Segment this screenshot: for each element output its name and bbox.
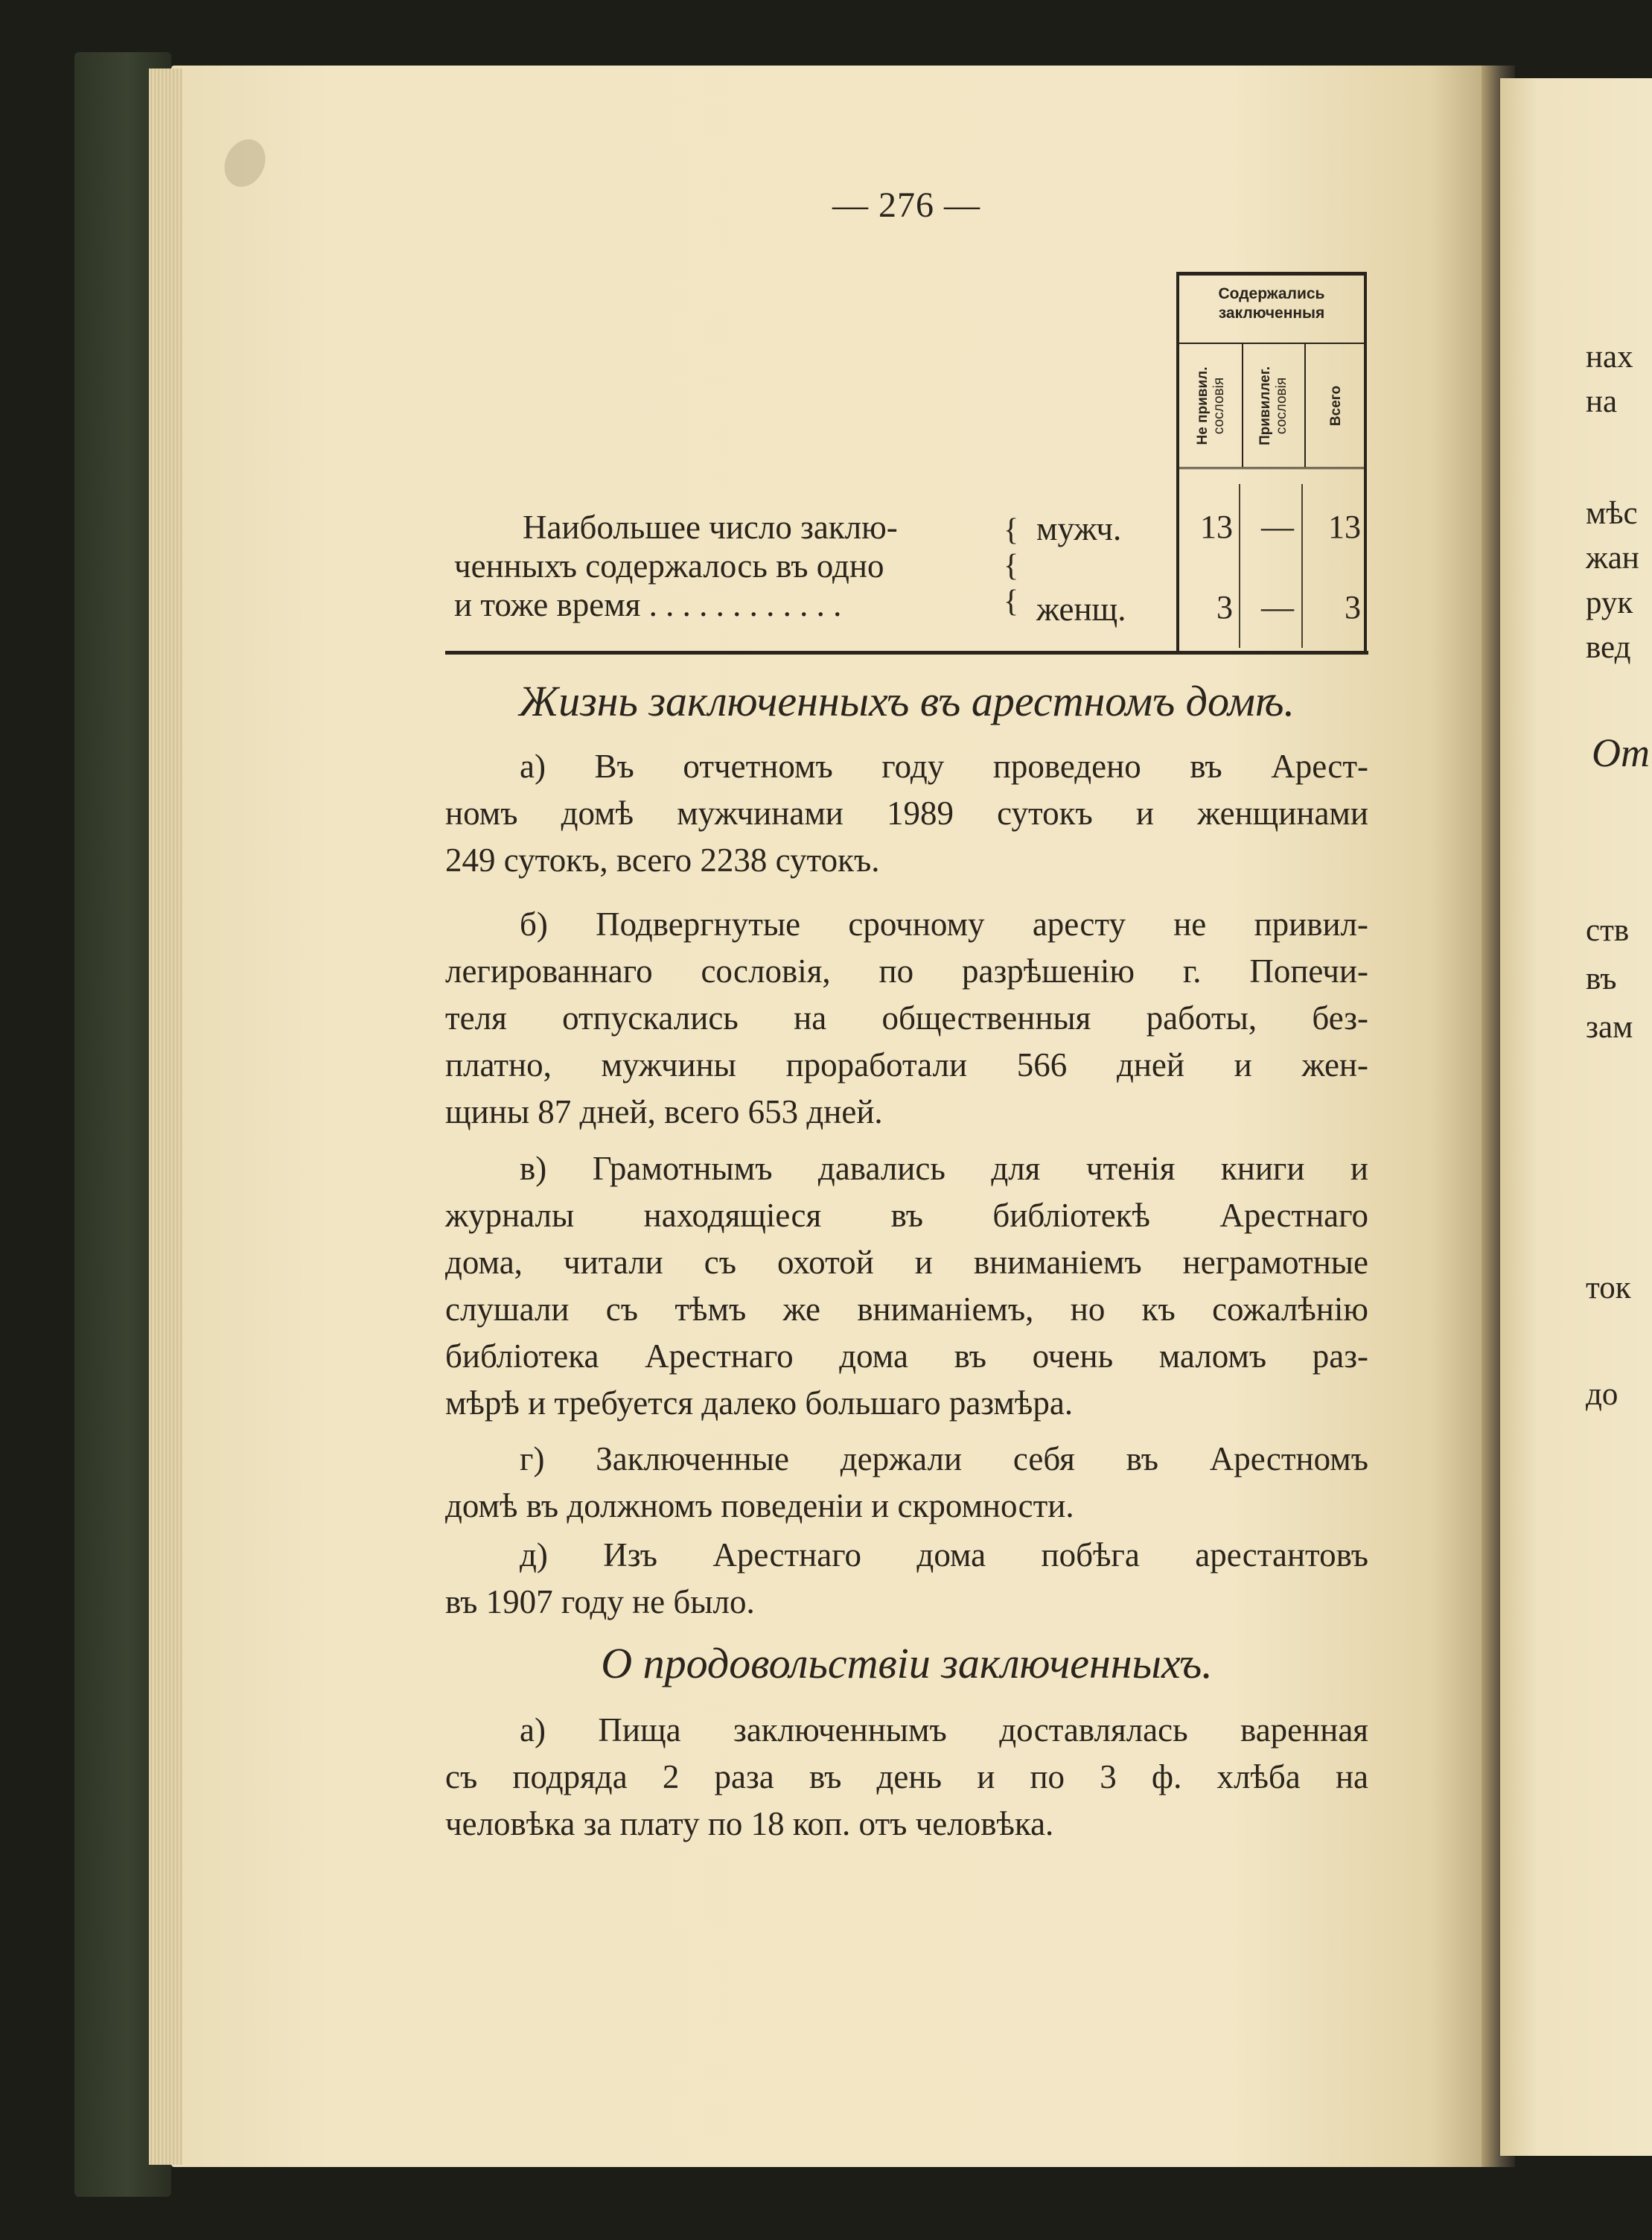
right-page-fragment: жан xyxy=(1586,541,1639,576)
table-border-right xyxy=(1364,469,1367,652)
right-page-fragment: до xyxy=(1586,1377,1618,1412)
paragraph-v: в) Грамотнымъ давались для чтенія книги и журналы находящіеся въ библіотекѣ Арестнаго дома, читали съ охотой и вниманіемъ неграмотные слушали съ тѣмъ же вниманіемъ, но къ сожалѣнію библіотека Арестнаго дома въ очень маломъ раз- мѣрѣ и требуется далеко большаго размѣра. xyxy=(445,1150,1368,1422)
right-page xyxy=(1500,78,1652,2156)
row-male-label: мужч. xyxy=(1036,510,1122,547)
table-border-left xyxy=(1176,469,1179,652)
cell-female-total: 3 xyxy=(1345,589,1361,626)
section-heading-food: О продовольствіи заключенныхъ. xyxy=(601,1639,1213,1687)
paragraph-b: б) Подвергнутые срочному аресту не привил- легированнаго сословія, по разрѣшенію г. Попечи- теля отпускались на общественныя работы, без- платно, мужчины проработали 566 дней и жен- щины 87 дней, всего 653 дней. xyxy=(445,906,1368,1130)
table-bottom-rule xyxy=(445,651,1368,655)
column-divider xyxy=(1301,484,1303,648)
section-heading-life: Жизнь заключенныхъ въ арестномъ домѣ. xyxy=(518,677,1295,725)
table-header-title: Содержались заключенныя xyxy=(1218,285,1325,322)
paragraph-g: г) Заключенные держали себя въ Арестномъ домѣ въ должномъ поведеніи и скромности. xyxy=(445,1440,1368,1524)
column-header-unprivileged: Не привил. сословія xyxy=(1195,366,1227,445)
right-page-fragment: мѣс xyxy=(1586,496,1638,531)
page-edges xyxy=(149,69,182,2165)
column-header-privileged: Привиллег. сословія xyxy=(1257,366,1289,446)
table-header-separator xyxy=(1179,343,1364,344)
paragraph-a: а) Въ отчетномъ году проведено въ Арест- номъ домѣ мужчинами 1989 сутокъ и женщинами 249 сутокъ, всего 2238 сутокъ. xyxy=(445,748,1368,879)
cell-female-unprivileged: 3 xyxy=(1216,589,1233,626)
right-page-fragment: рук xyxy=(1586,585,1633,620)
cell-male-privileged: — xyxy=(1261,509,1294,545)
cell-female-privileged: — xyxy=(1261,589,1294,626)
right-page-fragment: ств xyxy=(1586,913,1630,948)
column-divider xyxy=(1242,343,1243,468)
right-page-fragment: на xyxy=(1586,384,1618,419)
page-number: — 276 — xyxy=(832,185,980,225)
table-header xyxy=(1176,272,1367,473)
column-header-total: Всего xyxy=(1328,385,1344,427)
column-divider xyxy=(1304,343,1306,468)
right-page-fragment: въ xyxy=(1586,961,1617,996)
right-page-fragment: нах xyxy=(1586,340,1633,375)
cell-male-total: 13 xyxy=(1328,509,1361,545)
cell-male-unprivileged: 13 xyxy=(1200,509,1233,545)
table-row-label: Наибольшее число заклю- ченныхъ содержалось въ одно и тоже время . . . . . . . . . . . . xyxy=(454,509,898,623)
table-header-rule xyxy=(1179,467,1364,469)
right-page-fragment: ток xyxy=(1586,1270,1631,1305)
column-divider xyxy=(1239,484,1240,648)
paragraph-d: д) Изъ Арестнаго дома побѣга арестантовъ въ 1907 году не было. xyxy=(445,1536,1368,1620)
right-page-fragment: вед xyxy=(1586,630,1631,665)
right-page-fragment: От xyxy=(1592,731,1650,775)
right-page-fragment: зам xyxy=(1586,1010,1633,1045)
row-female-label: женщ. xyxy=(1036,591,1126,628)
brace-glyph: { { { xyxy=(1004,513,1019,619)
paragraph-food-a: а) Пища заключеннымъ доставлялась варенная съ подряда 2 раза въ день и по 3 ф. хлѣба на человѣка за плату по 18 коп. отъ человѣка. xyxy=(445,1711,1368,1842)
